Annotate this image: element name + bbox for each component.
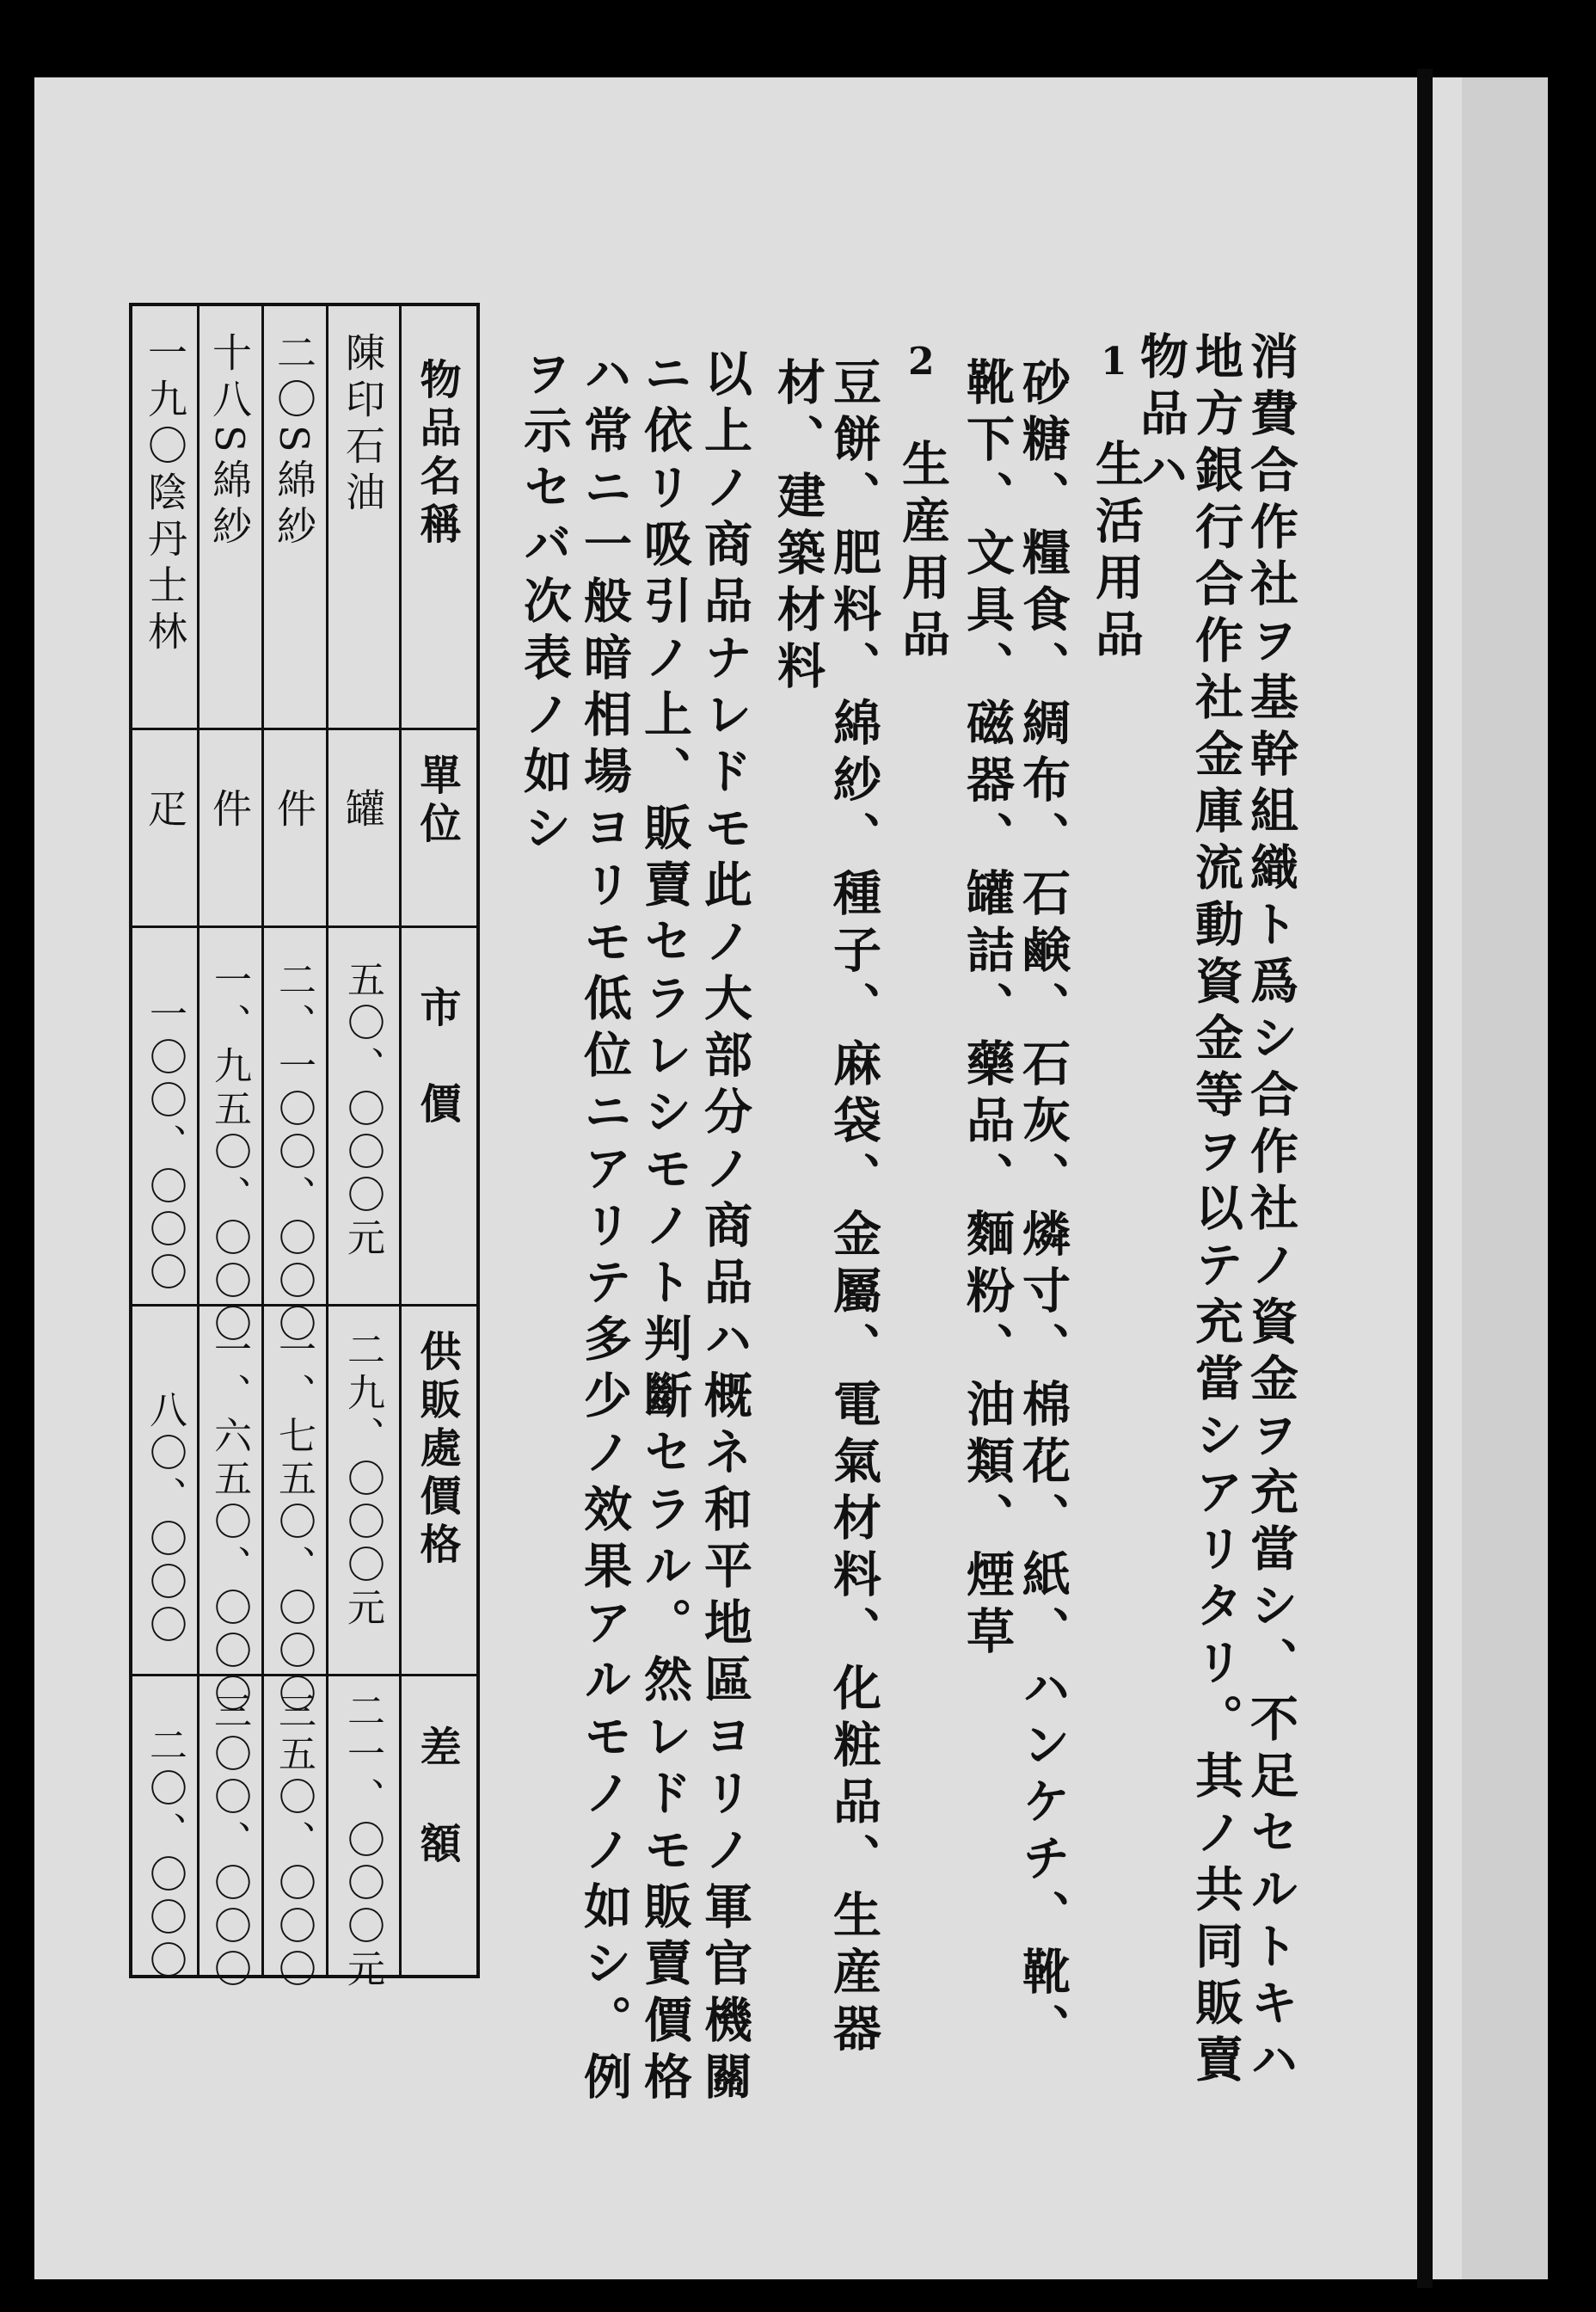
row2-unit: 件 bbox=[271, 788, 317, 834]
para2-line-3: ハ常ニ一般暗相場ヨリモ低位ニアリテ多少ノ效果アルモノノ如シ。例 bbox=[576, 348, 633, 2108]
row1-unit: 罐 bbox=[340, 788, 386, 834]
row2-market: 二、一〇〇、〇〇〇 bbox=[272, 960, 316, 1347]
row1-diff: 二一、〇〇〇元 bbox=[341, 1691, 384, 1992]
row4-supply: 八〇、〇〇〇 bbox=[143, 1390, 187, 1648]
row4-unit: 疋 bbox=[142, 788, 188, 834]
row3-diff: 三〇〇、〇〇〇 bbox=[207, 1691, 251, 1992]
para-line-3: 物品ハ bbox=[1133, 331, 1189, 501]
para-line-2: 地方銀行合作社金庫流動資金等ヲ以テ充當シアリタリ。其ノ共同販賣 bbox=[1188, 331, 1244, 2091]
header-diff: 差 額 bbox=[413, 1725, 461, 1870]
row4-name: 一九〇陰丹士林 bbox=[142, 332, 188, 657]
row1-market: 五〇、〇〇〇元 bbox=[341, 960, 384, 1261]
section2-line-2: 材、建築材料 bbox=[770, 357, 826, 698]
row2-diff: 三五〇、〇〇〇 bbox=[272, 1691, 316, 1992]
section2-line-1: 豆餅、肥料、綿紗、種子、麻袋、金屬、電氣材料、化粧品、生産器 bbox=[826, 357, 882, 2060]
header-name: 物品名稱 bbox=[413, 358, 461, 550]
header-unit: 單位 bbox=[413, 753, 461, 850]
binding-spine bbox=[1417, 69, 1433, 2288]
page-edge bbox=[1462, 77, 1548, 2279]
price-table bbox=[129, 303, 480, 1992]
row3-market: 一、九五〇、〇〇〇 bbox=[207, 960, 251, 1347]
section1-line-1: 砂糖、糧食、綢布、石鹸、石灰、燐寸、棉花、紙、ハンケチ、靴、 bbox=[1015, 357, 1071, 2060]
row3-unit: 件 bbox=[206, 788, 253, 834]
section2-title: 生産用品 bbox=[894, 439, 951, 666]
section1-line-2: 靴下、文具、磁器、罐詰、藥品、麵粉、油類、煙草 bbox=[959, 357, 1016, 1663]
row2-name: 二〇S綿紗 bbox=[271, 332, 317, 552]
section2-number: 2 bbox=[908, 340, 935, 384]
header-market: 市 價 bbox=[413, 986, 461, 1130]
row2-supply: 一、七五〇、〇〇〇 bbox=[272, 1330, 316, 1717]
row4-market: 一〇〇、〇〇〇 bbox=[143, 994, 187, 1295]
para2-line-4: ヲ示セバ次表ノ如シ bbox=[516, 348, 573, 859]
section1-title: 生活用品 bbox=[1088, 439, 1145, 666]
row1-supply: 二九、〇〇〇元 bbox=[341, 1330, 384, 1631]
row4-diff: 二〇、〇〇〇 bbox=[143, 1725, 187, 1983]
row3-supply: 一、六五〇、〇〇〇 bbox=[207, 1330, 251, 1717]
row3-name: 十八S綿紗 bbox=[206, 332, 253, 552]
para-line-1: 消費合作社ヲ基幹組織ト爲シ合作社ノ資金ヲ充當シ、不足セルトキハ bbox=[1243, 331, 1299, 2091]
section1-number: 1 bbox=[1101, 340, 1127, 384]
para2-line-1: 以上ノ商品ナレドモ此ノ大部分ノ商品ハ概ネ和平地區ヨリノ軍官機關 bbox=[697, 348, 753, 2108]
header-supply: 供販處價格 bbox=[413, 1330, 461, 1571]
row1-name: 陳印石油 bbox=[340, 332, 386, 518]
para2-line-2: ニ依リ吸引ノ上、販賣セラレシモノト判斷セラル。然レドモ販賣價格 bbox=[636, 348, 693, 2108]
